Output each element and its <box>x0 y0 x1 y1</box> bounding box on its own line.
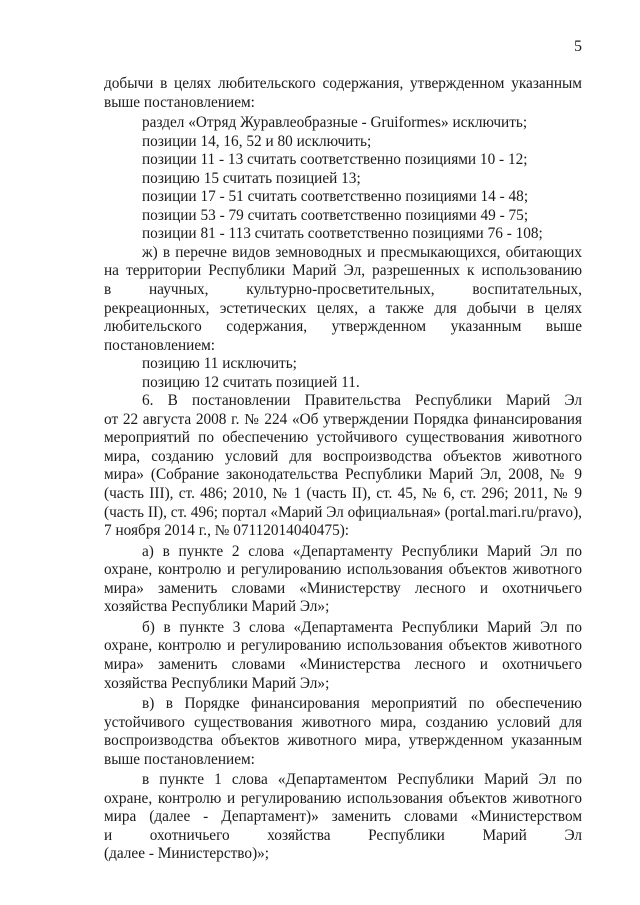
text-line: позиции 11 - 13 считать соответственно позициями 10 - 12; <box>142 151 528 169</box>
text-line: позиции 81 - 113 считать соответственно позициями 76 - 108; <box>142 225 543 243</box>
text-line: а) в пункте 2 слова «Департаменту Республики Марий Эл по <box>142 542 582 560</box>
text-line: постановлением: <box>104 336 216 354</box>
text-line: и охотничьего хозяйства Республики Марий Эл <box>104 826 582 844</box>
text-line: позицию 11 исключить; <box>142 355 297 373</box>
text-line: 6. В постановлении Правительства Республики Марий Эл <box>142 392 582 410</box>
text-line: в научных, культурно-просветительных, воспитательных, <box>104 281 582 299</box>
text-line: мероприятий по обеспечению устойчивого существования животного <box>104 429 582 447</box>
document-body <box>104 75 582 864</box>
text-line: воспроизводства объектов животного мира, утвержденном указанным <box>104 732 582 750</box>
text-line: в) в Порядке финансирования мероприятий по обеспечению <box>142 695 582 713</box>
text-line: выше постановлением: <box>104 93 255 111</box>
text-line: мира» заменить словами «Министерства лесного и охотничьего <box>104 655 582 673</box>
text-line: мира, созданию условий для воспроизводства объектов животного <box>104 447 582 465</box>
text-line: позицию 12 считать позицией 11. <box>142 373 360 391</box>
text-line: раздел «Отряд Журавлеобразные - Gruiformes» исключить; <box>142 114 528 132</box>
text-line: ж) в перечне видов земноводных и пресмыкающихся, обитающих <box>142 243 582 261</box>
page-number: 5 <box>574 38 582 55</box>
text-line: выше постановлением: <box>104 750 255 768</box>
text-line: мира» заменить словами «Министерству лесного и охотничьего <box>104 579 582 597</box>
text-line: позиции 53 - 79 считать соответственно позициями 49 - 75; <box>142 206 529 224</box>
text-line: устойчивого существования животного мира, созданию условий для <box>104 713 582 731</box>
text-line: мира (далее - Департамент)» заменить словами «Министерством <box>104 808 582 826</box>
text-line: хозяйства Республики Марий Эл»; <box>104 674 330 692</box>
text-line: позиции 17 - 51 считать соответственно позициями 14 - 48; <box>142 188 529 206</box>
text-line: позиции 14, 16, 52 и 80 исключить; <box>142 132 372 150</box>
text-line: охране, контролю и регулированию использования объектов животного <box>104 637 582 655</box>
text-line: хозяйства Республики Марий Эл»; <box>104 598 330 616</box>
text-line: добычи в целях любительского содержания, утвержденном указанным <box>104 75 582 92</box>
text-line: рекреационных, эстетических целях, а также для добычи в целях <box>104 299 582 317</box>
text-line: (часть III), ст. 486; 2010, № 1 (часть II), ст. 45, № 6, ст. 296; 2011, № 9 <box>104 485 582 503</box>
text-line: мира» (Собрание законодательства Республики Марий Эл, 2008, № 9 <box>104 466 582 484</box>
text-line: 7 ноября 2014 г., № 07112014040475): <box>104 522 350 540</box>
text-line: позицию 15 считать позицией 13; <box>142 169 361 187</box>
text-line: (далее - Министерство)»; <box>104 845 270 863</box>
text-line: б) в пункте 3 слова «Департамента Республики Марий Эл по <box>142 618 582 636</box>
text-line: (часть II), ст. 496; портал «Марий Эл официальная» (portal.mari.ru/pravo), <box>104 503 582 521</box>
text-line: в пункте 1 слова «Департаментом Республики Марий Эл по <box>142 771 582 789</box>
text-line: охране, контролю и регулированию использования объектов животного <box>104 561 582 579</box>
text-line: охране, контролю и регулированию использования объектов животного <box>104 789 582 807</box>
text-line: любительского содержания, утвержденном указанным выше <box>104 318 582 336</box>
text-line: от 22 августа 2008 г. № 224 «Об утверждении Порядка финансирования <box>104 410 582 428</box>
text-line: на территории Республики Марий Эл, разрешенных к использованию <box>104 262 582 280</box>
